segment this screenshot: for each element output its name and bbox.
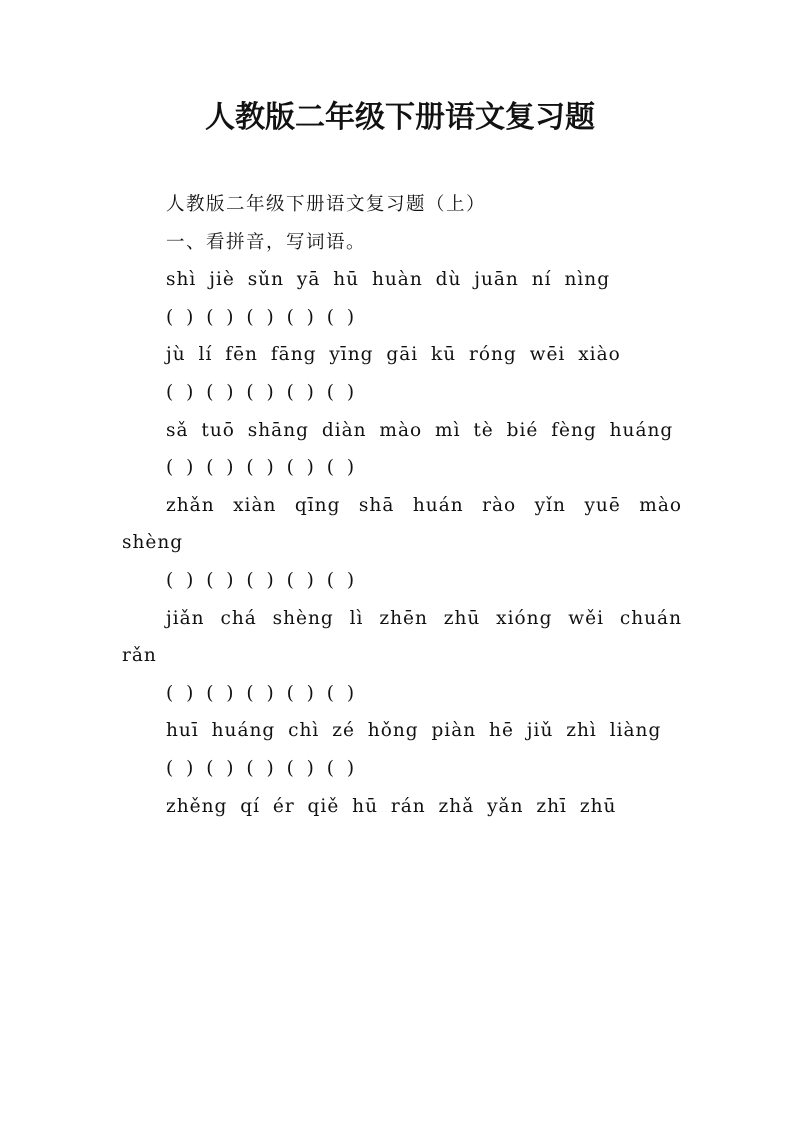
answer-blanks-5: ( ) ( ) ( ) ( ) ( ): [166, 682, 357, 704]
answer-blanks-4: ( ) ( ) ( ) ( ) ( ): [166, 569, 357, 591]
document-title: 人教版二年级下册语文复习题: [205, 100, 595, 135]
document-body: [122, 186, 682, 825]
subtitle: 人教版二年级下册语文复习题（上）: [166, 194, 487, 215]
answer-blanks-6: ( ) ( ) ( ) ( ) ( ): [166, 757, 357, 779]
answer-blanks-2: ( ) ( ) ( ) ( ) ( ): [166, 381, 357, 403]
pinyin-line-6: huī huáng chì zé hǒng piàn hē jiǔ zhì liàng: [166, 720, 662, 742]
answer-blanks-1: ( ) ( ) ( ) ( ) ( ): [166, 306, 357, 328]
pinyin-line-5: jiǎn chá shèng lì zhēn zhū xióng wěi chuán rǎn: [122, 607, 682, 667]
pinyin-line-3: sǎ tuō shāng diàn mào mì tè bié fèng huáng: [166, 419, 674, 441]
pinyin-line-2: jù lí fēn fāng yīng gāi kū róng wēi xiào: [166, 344, 621, 366]
pinyin-line-7: zhěng qí ér qiě hū rán zhǎ yǎn zhī zhū: [166, 795, 617, 817]
pinyin-line-1: shì jiè sǔn yā hū huàn dù juān ní nìng: [166, 269, 611, 291]
pinyin-line-4: zhǎn xiàn qīng shā huán rào yǐn yuē mào shèng: [122, 494, 682, 554]
section-heading: 一、看拼音，写词语。: [166, 231, 367, 253]
answer-blanks-3: ( ) ( ) ( ) ( ) ( ): [166, 457, 357, 479]
